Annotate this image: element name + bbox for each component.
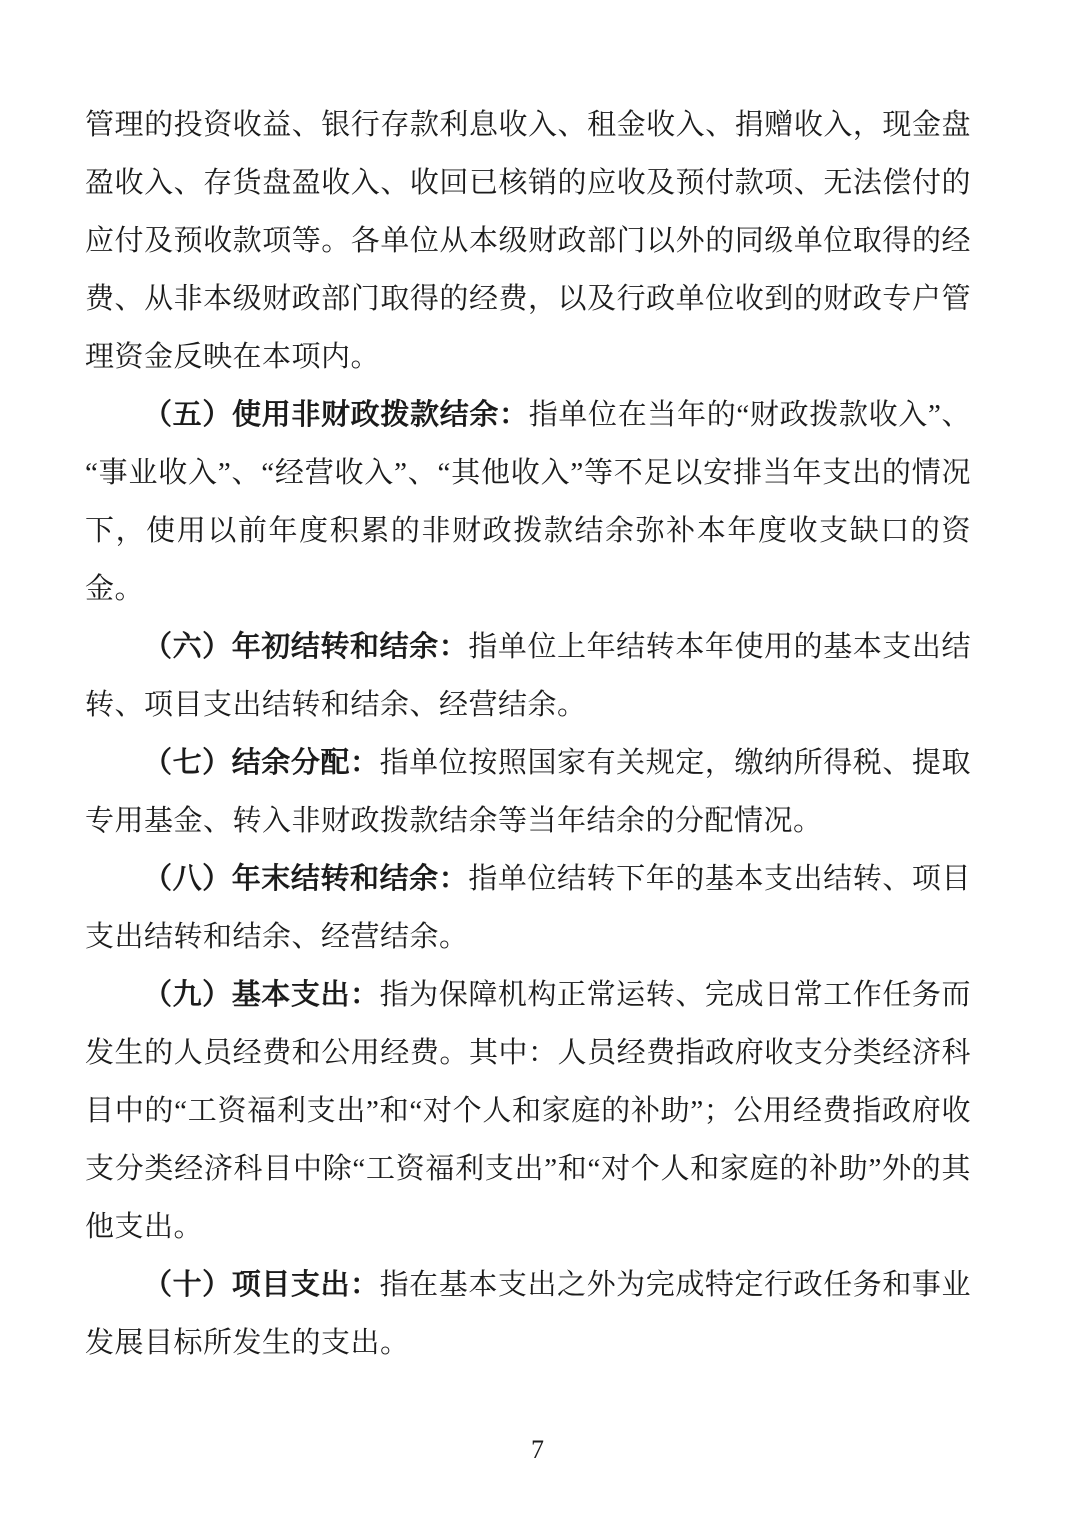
paragraph-text: 指在基本支出之外为完成特定行政任务和事业发展目标所发生的支出。: [85, 1269, 971, 1359]
paragraph-text: 指单位在当年的“财政拨款收入”、“事业收入”、“经营收入”、“其他收入”等不足以安排当年支出的情况下，使用以前年度积累的非财政拨款结余弥补本年度收支缺口的资金。: [85, 399, 971, 605]
section-heading: （六）年初结转和结余：: [143, 631, 469, 663]
section-paragraph: [85, 966, 971, 1256]
section-heading: （五）使用非财政拨款结余：: [143, 399, 529, 431]
page-number: 7: [531, 1435, 544, 1464]
paragraph-text: 指为保障机构正常运转、完成日常工作任务而发生的人员经费和公用经费。其中：人员经费指政府收支分类经济科目中的“工资福利支出”和“对个人和家庭的补助”；公用经费指政府收支分类经济科目中除“工资福利支出”和“对个人和家庭的补助”外的其他支出。: [85, 979, 971, 1243]
section-paragraph: [85, 850, 971, 966]
section-paragraph: [85, 386, 971, 618]
paragraph-text: 指单位结转下年的基本支出结转、项目支出结转和结余、经营结余。: [85, 863, 971, 953]
document-body: [85, 96, 971, 1372]
body-paragraph: [85, 96, 971, 386]
paragraph-text: 管理的投资收益、银行存款利息收入、租金收入、捐赠收入，现金盘盈收入、存货盘盈收入、收回已核销的应收及预付款项、无法偿付的应付及预收款项等。各单位从本级财政部门以外的同级单位取得的经费、从非本级财政部门取得的经费，以及行政单位收到的财政专户管理资金反映在本项内。: [85, 109, 971, 373]
section-heading: （八）年末结转和结余：: [143, 863, 469, 895]
paragraph-text: 指单位上年结转本年使用的基本支出结转、项目支出结转和结余、经营结余。: [85, 631, 971, 721]
section-paragraph: [85, 734, 971, 850]
section-paragraph: [85, 618, 971, 734]
section-paragraph: [85, 1256, 971, 1372]
section-heading: （九）基本支出：: [143, 979, 380, 1011]
paragraph-text: 指单位按照国家有关规定，缴纳所得税、提取专用基金、转入非财政拨款结余等当年结余的分配情况。: [85, 747, 971, 837]
section-heading: （七）结余分配：: [143, 747, 380, 779]
section-heading: （十）项目支出：: [143, 1269, 380, 1301]
